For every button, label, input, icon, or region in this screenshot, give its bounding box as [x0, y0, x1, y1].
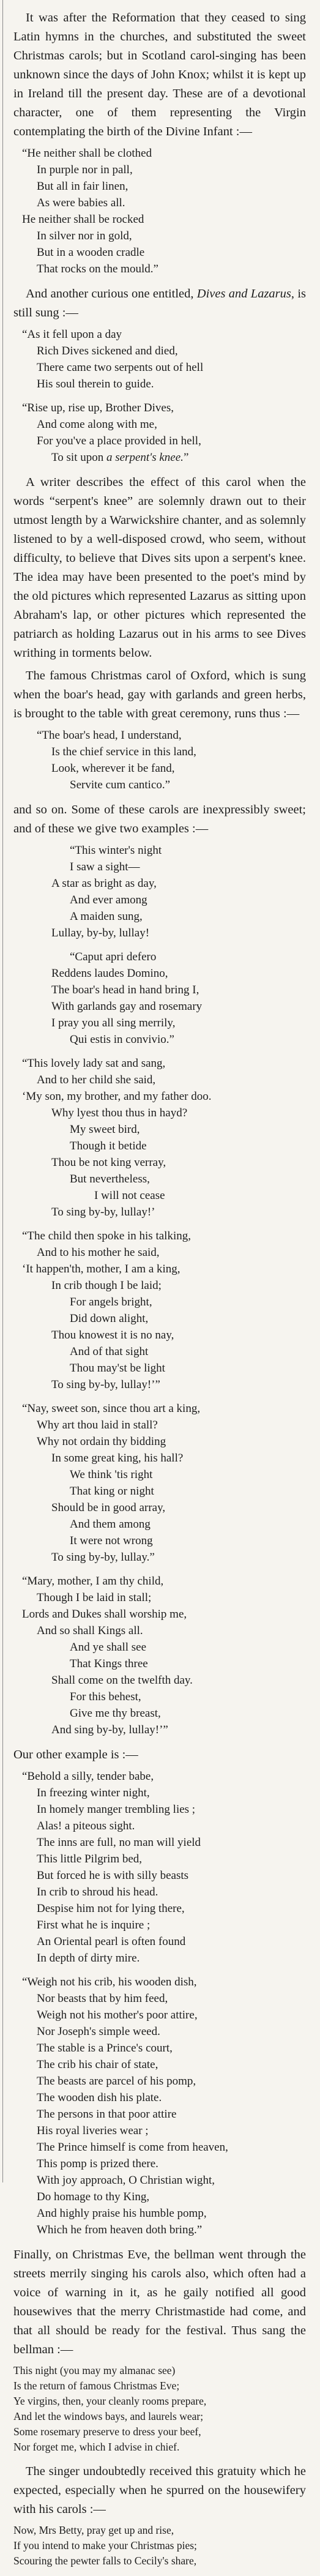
poem-line: But forced he is with silly beasts [37, 1869, 189, 1882]
poem-line: The crib his chair of state, [37, 2058, 158, 2071]
paragraph-boars-head: The famous Christmas carol of Oxford, which is sung when the boar's head, gay with garlands and green herbs, is brought to the table with great ceremony, runs thus :— [13, 669, 306, 720]
poem-line: And sing by-by, lullay!’” [51, 1723, 168, 1736]
poem-line [13, 449, 306, 466]
poem-line: That Kings three [70, 1657, 148, 1670]
poem-line: Look, wherever it be fand, [51, 762, 175, 775]
poem-line: In crib to shroud his head. [37, 1886, 158, 1898]
poem-line: A star as bright as day, [51, 877, 157, 890]
poem-line: With garlands gay and rosemary [51, 1000, 203, 1013]
poem-line: To sing by-by, lullay.” [51, 1551, 155, 1564]
poem-line: His soul therein to guide. [37, 378, 154, 390]
poem-line: That king or night [70, 1485, 154, 1498]
poem-line: Despise him not for lying there, [37, 1902, 185, 1915]
paragraph-reformation: It was after the Reformation that they ceased to sing Latin hymns in the churches, and substituted the sweet Christmas carols; but in Scotland carol-singing has been unknown since the days of John Knox; whilst it is kept up in Ireland till the present day. These are of a devotional character, one of them representing the Virgin contemplating the birth of the Divine Infant :— [13, 11, 306, 138]
poem-line: Qui estis in convivio.” [70, 1033, 174, 1046]
poem-line: Why art thou laid in stall? [37, 1419, 158, 1432]
poem-line: Nor beasts that by him feed, [37, 1992, 168, 2005]
poem-line: To sing by-by, lullay!’ [51, 1206, 155, 1219]
poem-line: ‘My son, my brother, and my father doo. [22, 1090, 212, 1103]
poem-line: And let the windows bays, and laurels wear; [13, 2410, 204, 2422]
dives-intro: And another curious one entitled, [26, 287, 197, 301]
poem-line: Alas! a piteous sight. [37, 1820, 135, 1832]
poem-line: “This lovely lady sat and sang, [22, 1057, 166, 1070]
poem-line: But all in fair linen, [37, 180, 128, 193]
poem-line: The stable is a Prince's court, [37, 2042, 173, 2055]
poem-line: “Nay, sweet son, since thou art a king, [22, 1402, 201, 1415]
poem-line: Though I be laid in stall; [37, 1591, 152, 1604]
poem-nay-sweet [13, 1400, 306, 1566]
poem-behold [13, 1768, 306, 1966]
article-column [13, 9, 306, 2576]
poem-dives-b [13, 400, 306, 466]
poem-line: His royal liveries wear ; [37, 2124, 149, 2137]
poem-line: In freezing winter night, [37, 1786, 150, 1799]
poem-line: “The child then spoke in his talking, [22, 1230, 191, 1242]
poem-line: A maiden sung, [70, 910, 143, 923]
poem-line: Now, Mrs Betty, pray get up and rise, [13, 2524, 174, 2536]
poem-line: There came two serpents out of hell [37, 361, 204, 374]
poem-line: Reddens laudes Domino, [51, 967, 168, 980]
poem-line: “Rise up, rise up, Brother Dives, [22, 401, 174, 414]
poem-bellman [13, 2363, 306, 2455]
poem-winter [13, 842, 306, 941]
poem-line: “Weigh not his crib, his wooden dish, [22, 1976, 197, 1988]
poem-line: And come along with me, [37, 418, 157, 431]
poem-boar [13, 727, 306, 793]
poem-line: The Prince himself is come from heaven, [37, 2141, 228, 2154]
poem-line: “As it fell upon a day [22, 328, 122, 341]
poem-line: Thou may'st be light [70, 1362, 165, 1375]
poem-line: “Caput apri defero [70, 950, 157, 963]
poem-dives-a [13, 326, 306, 392]
poem-line: Lords and Dukes shall worship me, [22, 1608, 187, 1621]
dives-outro: , is still sung :— [13, 287, 306, 319]
poem-line: Which he from heaven doth bring.” [37, 2223, 203, 2236]
poem-line: In silver nor in gold, [37, 230, 132, 242]
poem-line: The wooden dish his plate. [37, 2091, 162, 2104]
poem-line: Ye virgins, then, your cleanly rooms prepare, [13, 2395, 207, 2407]
poem-line: And of that sight [70, 1345, 149, 1358]
poem-line-close-quote: ” [183, 451, 189, 464]
poem-line: For angels bright, [70, 1296, 152, 1309]
poem-line: Is the return of famous Christmas Eve; [13, 2380, 180, 2392]
poem-line: “This winter's night [70, 844, 162, 857]
poem-line: And so shall Kings all. [37, 1624, 143, 1637]
poem-line: My sweet bird, [70, 1123, 140, 1136]
poem-line: He neither shall be rocked [22, 213, 144, 226]
paragraph-so-on: and so on. Some of these carols are inexpressibly sweet; and of these we give two examples :— [13, 803, 306, 835]
poem-line: In depth of dirty mire. [37, 1952, 140, 1965]
paragraph-writer: A writer describes the effect of this carol when the words “serpent's knee” are solemnly drawn out to their utmost length by a Warwickshire chanter, and as solemnly listened to by a well-disposed crowd, who seem, without difficulty, to believe that Dives sits upon a serpent's knee. The idea may have been presented to the poet's mind by the old pictures which represented Lazarus as sitting upon Abraham's lap, or other pictures which represented the patriarch as holding Lazarus out in his arms to see Dives writhing in torments below. [13, 476, 306, 660]
poem-line: If you intend to make your Christmas pies; [13, 2539, 197, 2552]
poem-line: “He neither shall be clothed [22, 147, 152, 160]
poem-line: Shall come on the twelfth day. [51, 1674, 193, 1687]
poem-betty [13, 2523, 306, 2569]
dives-title: Dives and Lazarus [196, 287, 291, 301]
poem-line: Nor forget me, which I advise in chief. [13, 2441, 180, 2453]
poem-mary-mother [13, 1573, 306, 1738]
poem-line: Do homage to thy King, [37, 2190, 150, 2203]
poem-line: In some great king, his hall? [51, 1452, 184, 1465]
poem-line: And to her child she said, [37, 1073, 156, 1086]
poem-line: Scouring the pewter falls to Cecily's share, [13, 2555, 197, 2567]
poem-child-then [13, 1228, 306, 1393]
poem-line: First what he is inquire ; [37, 1919, 151, 1932]
poem-line: The inns are full, no man will yield [37, 1836, 201, 1849]
poem-line: This little Pilgrim bed, [37, 1853, 143, 1865]
poem-line-text: To sit upon [51, 451, 106, 464]
poem-line: This pomp is prized there. [37, 2157, 158, 2170]
serpents-knee-emphasis: a serpent's knee. [106, 451, 184, 464]
poem-line: Servite cum cantico.” [70, 778, 171, 791]
paragraph-singer: The singer undoubtedly received this gratuity which he expected, especially when he spurred on the housewifery with his carols :— [13, 2465, 306, 2516]
poem-line: I will not cease [94, 1189, 165, 1202]
poem-line: Thou be not king verray, [51, 1156, 166, 1169]
poem-line: Weigh not his mother's poor attire, [37, 2009, 198, 2022]
poem-line: With joy approach, O Christian wight, [37, 2174, 215, 2187]
poem-line: To sing by-by, lullay!’” [51, 1378, 160, 1391]
poem-line: But nevertheless, [70, 1173, 150, 1185]
poem-line: And highly praise his humble pomp, [37, 2207, 207, 2220]
poem-line: The boar's head in hand bring I, [51, 984, 199, 996]
poem-line: “Behold a silly, tender babe, [22, 1770, 154, 1783]
poem-caput [13, 949, 306, 1048]
paragraph-bellman: Finally, on Christmas Eve, the bellman went through the streets merrily singing his carols also, which often had a voice of warning in it, as he gaily notified all good housewives that the merry Christmastide had come, and that all should be ready for the festival. Thus sang the bellman :— [13, 2248, 306, 2356]
poem-weigh [13, 1974, 306, 2238]
poem-line: An Oriental pearl is often found [37, 1935, 186, 1948]
poem-line: In purple nor in pall, [37, 163, 133, 176]
poem-line: The beasts are parcel of his pomp, [37, 2075, 196, 2088]
poem-line: ‘It happen'th, mother, I am a king, [22, 1263, 180, 1275]
poem-line: “Mary, mother, I am thy child, [22, 1575, 164, 1588]
poem-line: And them among [70, 1518, 151, 1531]
paragraph-other-example: Our other example is :— [13, 1748, 138, 1761]
poem-line: For you've a place provided in hell, [37, 435, 201, 447]
poem-line: For this behest, [70, 1690, 141, 1703]
poem-line: Did down alight, [70, 1312, 149, 1325]
poem-lovely-lady [13, 1055, 306, 1220]
poem-virgin [13, 145, 306, 277]
poem-line: In crib though I be laid; [51, 1279, 162, 1292]
poem-line: “The boar's head, I understand, [37, 729, 182, 742]
poem-line: It were not wrong [70, 1534, 153, 1547]
poem-line: And ye shall see [70, 1641, 147, 1654]
poem-line: Is the chief service in this land, [51, 745, 196, 758]
poem-line: And to his mother he said, [37, 1246, 160, 1259]
poem-line: Though it betide [70, 1140, 147, 1152]
poem-line: Why lyest thou thus in hayd? [51, 1107, 188, 1119]
paragraph-dives [13, 285, 306, 323]
poem-line: Should be in good array, [51, 1501, 166, 1514]
poem-line: I pray you all sing merrily, [51, 1017, 176, 1029]
poem-line: Give me thy breast, [70, 1707, 161, 1720]
poem-line: That rocks on the mould.” [37, 263, 158, 275]
edge-marks [0, 0, 6, 2182]
poem-dives-b-lines [13, 400, 306, 449]
poem-line: I saw a sight— [70, 861, 140, 873]
poem-line: And ever among [70, 894, 147, 906]
poem-line: Why not ordain thy bidding [37, 1435, 166, 1448]
poem-line: This night (you may my almanac see) [13, 2364, 176, 2376]
poem-line: We think 'tis right [70, 1468, 153, 1481]
poem-line: As were babies all. [37, 196, 125, 209]
poem-line: But in a wooden cradle [37, 246, 145, 259]
poem-line: The persons in that poor attire [37, 2108, 177, 2121]
poem-line: Some rosemary preserve to dress your beef, [13, 2425, 201, 2438]
poem-line: In homely manger trembling lies ; [37, 1803, 196, 1816]
poem-line: Thou knowest it is no nay, [51, 1329, 174, 1342]
poem-line: Lullay, by-by, lullay! [51, 927, 150, 939]
poem-line: Rich Dives sickened and died, [37, 345, 178, 357]
poem-line: Nor Joseph's simple weed. [37, 2025, 160, 2038]
